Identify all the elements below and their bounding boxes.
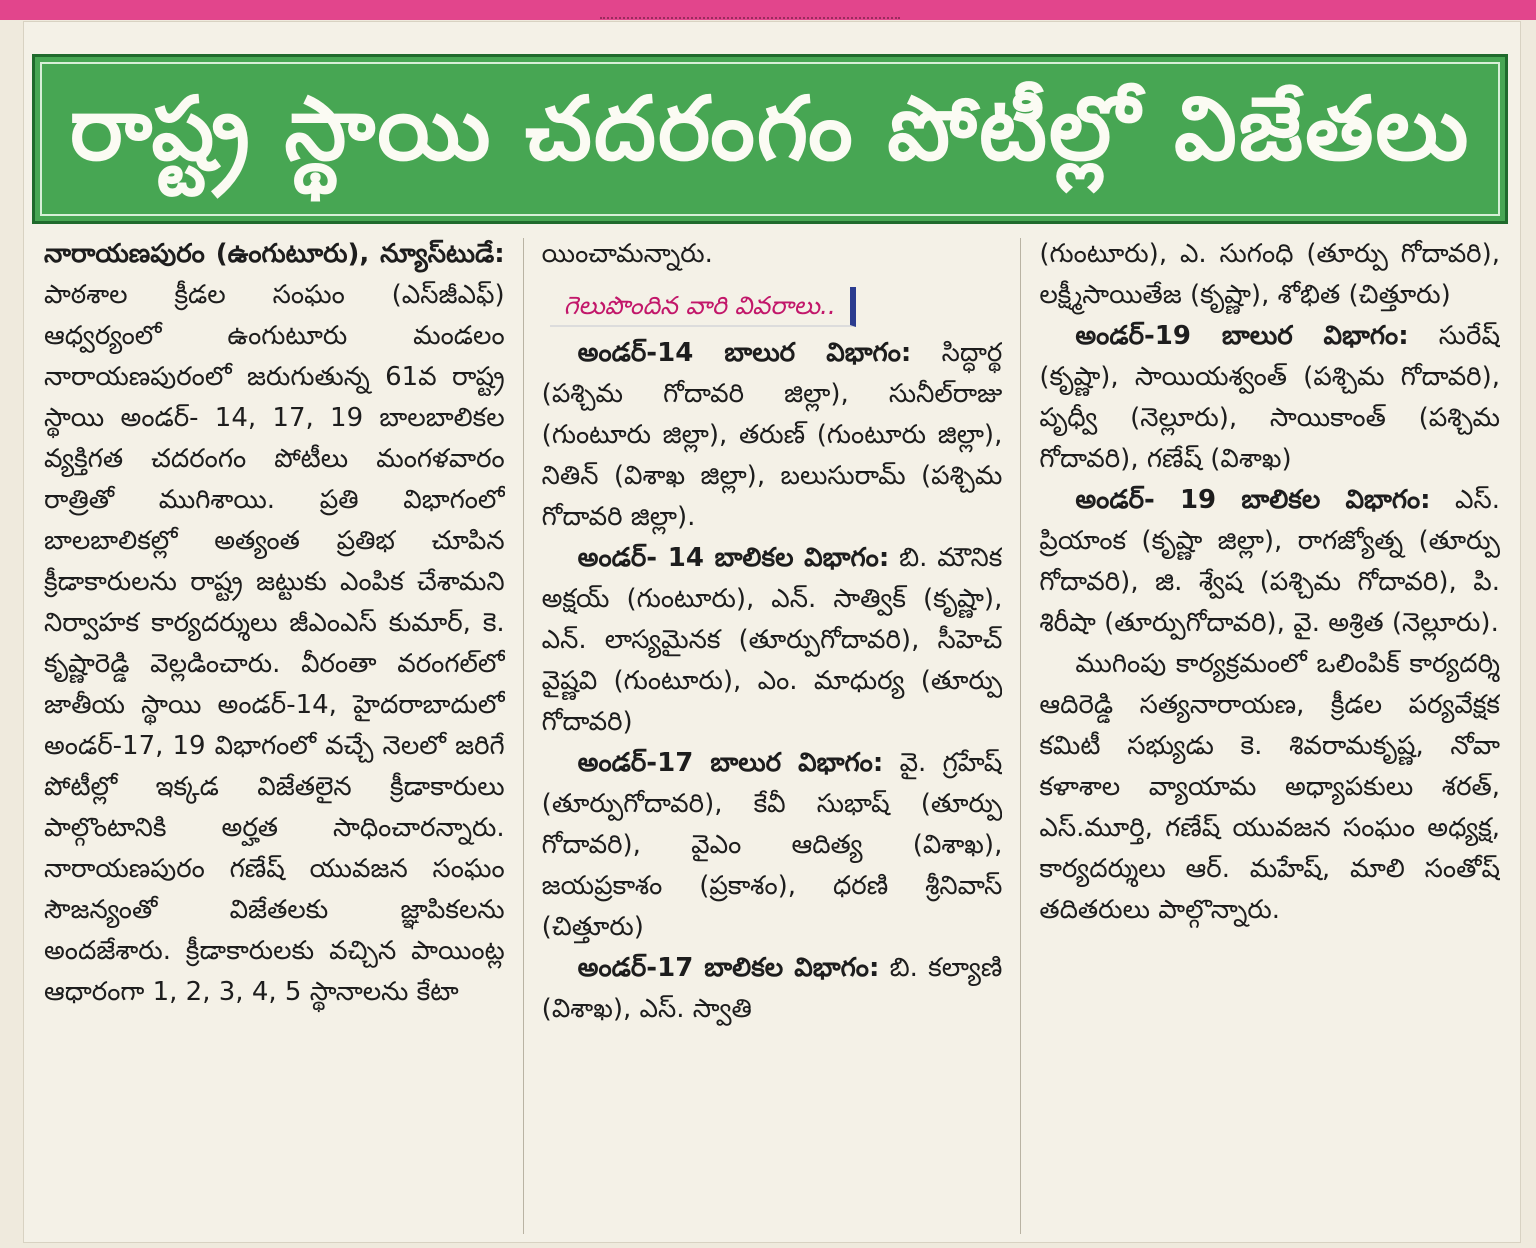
second-paragraph: నారాయణపురం గణేష్‌ యువజన సంఘం సౌజన్యంతో విజేతలకు జ్ఞాపికలను అందజేశారు. క్రీడాకారులకు వచ్చిన పాయింట్ల ఆధారంగా 1, 2, 3, 4, 5 స్థానాలను కేటా [44,854,505,1007]
intro-paragraph: పాఠశాల క్రీడల సంఘం (ఎస్‌జీఎఫ్‌) ఆధ్వర్యంలో ఉంగుటూరు మండలం నారాయణపురంలో జరుగుతున్న 61వ రాష్ట్ర స్థాయి అండర్‌- 14, 17, 19 బాలబాలికల వ్యక్తిగత చదరంగం పోటీలు మంగళవారం రాత్రితో ముగిశాయి. ప్రతి విభాగంలో బాలబాలికల్లో అత్యంత ప్రతిభ చూపిన క్రీడాకారులను రాష్ట్ర జట్టుకు ఎంపిక చేశామని నిర్వాహక కార్యదర్శులు జీఎంఎస్‌ కుమార్‌, కె. కృష్ణారెడ్డి వెల్లడించారు. వీరంతా వరంగల్‌లో జాతీయ స్థాయి అండర్‌-14, హైదరాబాదులో అండర్‌-17, 19 విభాగంలో వచ్చే నెలలో జరిగే పోటీల్లో ఇక్కడ విజేతలైన క్రీడాకారులు పాల్గొంటానికి అర్హత సాధించారన్నారు. [44,280,505,843]
headline: రాష్ట్ర స్థాయి చదరంగం పోటీల్లో విజేతలు [69,76,1471,180]
u17-boys-winners: వై. గ్రహేష్‌ (తూర్పుగోదావరి), కేవీ సుభాష్‌ (తూర్పు గోదావరి), వైఎం ఆదిత్య (విశాఖ), జయప్రకాశం (ప్రకాశం), ధరణి శ్రీనివాస్‌ (చిత్తూరు) [541,748,1003,942]
column-divider [1020,238,1021,1234]
newspaper-clipping [24,22,1520,1242]
u17-girls-heading: అండర్‌-17 బాలికల విభాగం: [577,953,880,983]
article-columns [44,234,1500,1234]
u19-girls-heading: అండర్‌- 19 బాలికల విభాగం: [1075,485,1431,515]
winners-section-label: గెలుపొందిన వారి వివరాలు.. [550,287,856,327]
u19-boys-winners: సురేష్‌ (కృష్ణా), సాయియశ్వంత్‌ (పశ్చిమ గోదావరి), పృధ్వీ (నెల్లూరు), సాయికాంత్‌ (పశ్చిమ గోదావరి), గణేష్‌ (విశాఖ) [1039,321,1501,474]
u17-girls-winners: బి. కల్యాణి (విశాఖ), ఎస్‌. స్వాతి [541,953,1003,1024]
closing-paragraph: ముగింపు కార్యక్రమంలో ఒలింపిక్‌ కార్యదర్శి ఆదిరెడ్డి సత్యనారాయణ, క్రీడల పర్యవేక్షక కమిటీ సభ్యుడు కె. శివరామకృష్ణ, నోవా కళాశాల వ్యాయామ అధ్యాపకులు శరత్‌, ఎస్‌.మూర్తి, గణేష్‌ యువజన సంఘం అధ్యక్ష, కార్యదర్శులు ఆర్‌. మహేష్‌, మాలి సంతోష్‌ తదితరులు పాల్గొన్నారు. [1039,649,1501,925]
u14-girls-winners: బి. మౌనిక అక్షయ్‌ (గుంటూరు), ఎన్‌. సాత్విక్‌ (కృష్ణా), ఎన్‌. లాస్యమైనక (తూర్పుగోదావరి), సీహెచ్‌ వైష్ణవి (గుంటూరు), ఎం. మాధుర్య (తూర్పు గోదావరి) [541,543,1003,737]
column-1 [44,234,505,1234]
previous-article-strip [0,0,1536,20]
column-3 [1039,234,1500,1234]
column-2 [542,234,1003,1234]
continuation-text: యించామన్నారు. [541,239,713,269]
headline-banner [32,54,1508,224]
headline-inner-frame [40,62,1500,216]
u14-girls-heading: అండర్‌- 14 బాలికల విభాగం: [577,543,890,573]
u14-boys-winners: సిద్ధార్థ (పశ్చిమ గోదావరి జిల్లా), సునీల్‌రాజు (గుంటూరు జిల్లా), తరుణ్‌ (గుంటూరు జిల్లా), నితిన్‌ (విశాఖ జిల్లా), బలుసురామ్‌ (పశ్చిమ గోదావరి జిల్లా). [541,338,1003,532]
u14-boys-heading: అండర్‌-14 బాలుర విభాగం: [577,338,912,368]
column-divider [523,238,524,1234]
continuation-text: (గుంటూరు), ఎ. సుగంధి (తూర్పు గోదావరి), లక్ష్మీసాయితేజ (కృష్ణా), శోభిత (చిత్తూరు) [1039,239,1501,310]
dateline: నారాయణపురం (ఉంగుటూరు), న్యూస్‌టుడే: [44,239,505,269]
u17-boys-heading: అండర్‌-17 బాలుర విభాగం: [577,748,884,778]
u19-girls-winners: ఎస్‌. ప్రియాంక (కృష్ణా జిల్లా), రాగజ్యోత్న (తూర్పు గోదావరి), జి. శ్వేష (పశ్చిమ గోదావరి), పి. శిరీషా (తూర్పుగోదావరి), వై. అశ్రిత (నెల్లూరు). [1039,485,1501,638]
cropped-text-fragment [600,1,900,19]
u19-boys-heading: అండర్‌-19 బాలుర విభాగం: [1075,321,1409,351]
